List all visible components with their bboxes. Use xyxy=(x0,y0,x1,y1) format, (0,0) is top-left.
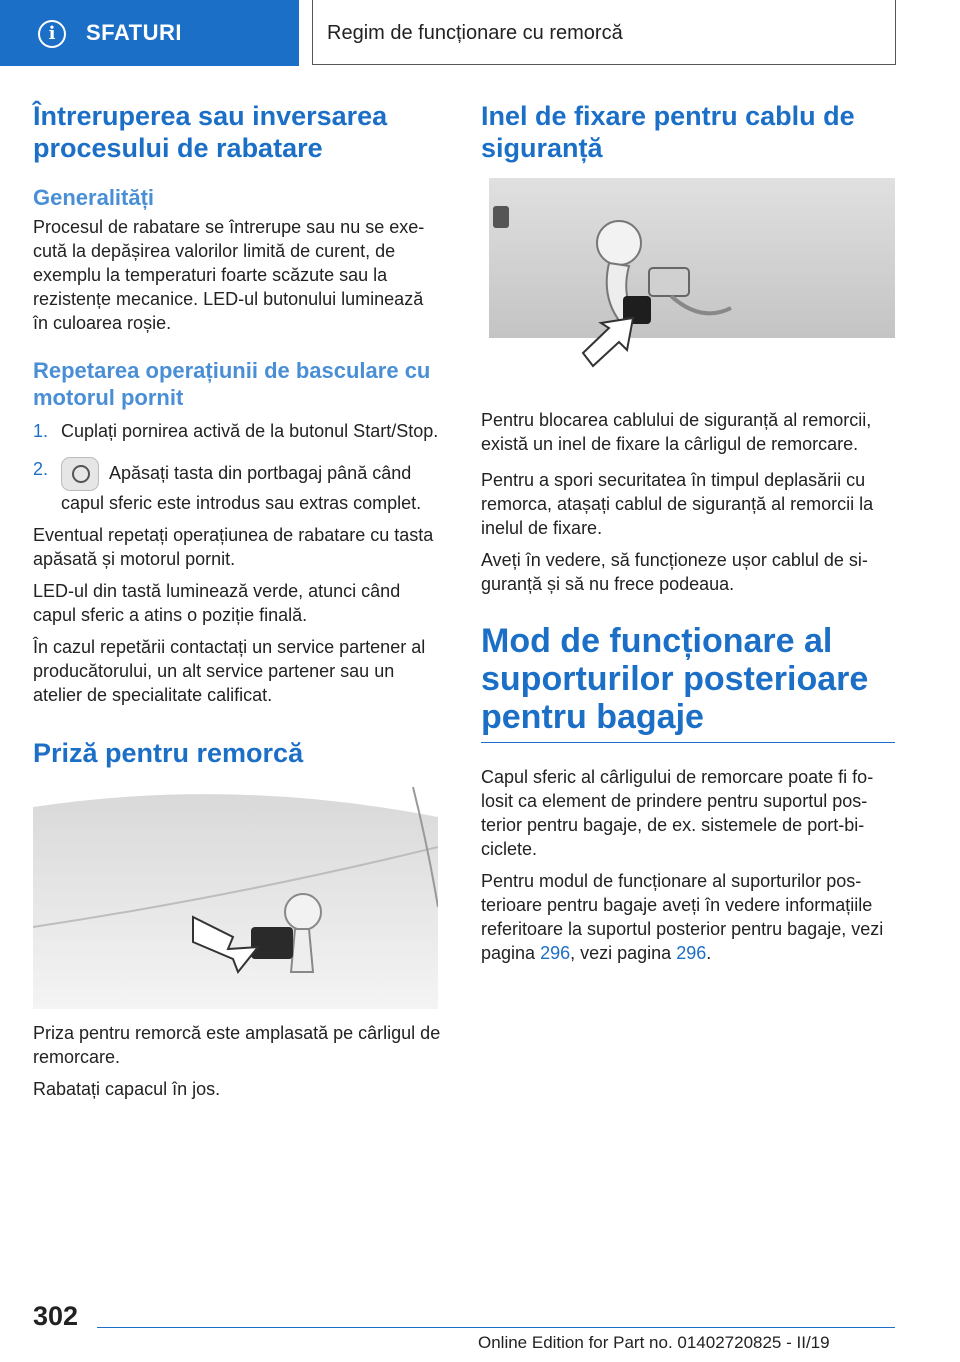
paragraph-service: În cazul repetării contactați un service partener al producătorului, un alt service partener sau un atelier de specialitate calificat. xyxy=(33,637,426,705)
section-heading-carrier-wrap xyxy=(481,622,895,743)
carrier-info-text-b: , vezi pagina xyxy=(570,943,677,963)
step-1-text: Cuplați pornirea activă de la butonul Start/Stop. xyxy=(61,421,439,441)
paragraph-led: LED-ul din tastă luminează verde, atunci când capul sferic a atins o poziție finală. xyxy=(33,581,401,625)
section-title-ring: Inel de fixare pentru cablu de siguranță xyxy=(481,101,855,163)
paragraph-general: Procesul de rabatare se întrerupe sau nu se execută la depășirea valorilor limită de curent, de exemplu la temperaturi foarte scăzute sau la rezistențe mecanice. LED-ul butonului luminează în culoarea roșie. xyxy=(33,217,425,333)
section-title-interrupt: Întreruperea sau inversarea procesului de rabatare xyxy=(33,101,388,163)
step-2-number: 2. xyxy=(33,459,49,479)
paragraph-carrier-info xyxy=(481,869,895,965)
page-link-296-second[interactable]: 296 xyxy=(676,943,707,963)
socket-illustration xyxy=(33,787,438,1009)
step-2 xyxy=(33,457,443,515)
footer-divider xyxy=(97,1327,895,1328)
footer-edition: Online Edition for Part no. 01402720825 - II/19 xyxy=(478,1333,830,1352)
paragraph-repeat: Eventual repetați operațiunea de rabatare cu tasta apăsată și motorul pornit. xyxy=(33,525,434,569)
ring-illustration xyxy=(481,178,895,388)
tailgate-button-icon xyxy=(61,457,99,491)
chapter-title-box xyxy=(312,0,896,65)
step-1-number: 1. xyxy=(33,421,49,441)
section-title-socket: Priză pentru remorcă xyxy=(33,738,304,768)
step-2-text: Apăsați tasta din portbagaj până când capul sferic este introdus sau extras complet. xyxy=(61,462,422,513)
page-number: 302 xyxy=(33,1301,79,1331)
paragraph-ring-purpose: Pentru blocarea cablului de siguranță al remorcii, există un inel de fixare la cârligul de remorcare. xyxy=(481,410,872,454)
section-title-carrier: Mod de funcționare al suporturilor posterioare pentru bagaje xyxy=(481,622,869,736)
left-column xyxy=(33,100,443,1101)
subheading-repeat: Repetarea operațiunii de basculare cu motorul pornit xyxy=(33,358,431,410)
carrier-info-text-c: . xyxy=(706,943,712,963)
right-column xyxy=(481,100,895,965)
header-section-tab xyxy=(0,0,299,66)
subheading-general: Generalități xyxy=(33,185,155,210)
paragraph-ring-note: Aveți în vedere, să funcționeze ușor cablul de siguranță și să nu frece podeaua. xyxy=(481,550,868,594)
page-link-296-first[interactable]: 296 xyxy=(540,943,571,963)
section-tab-label: SFATURI xyxy=(86,20,182,45)
carrier-info-text-a: Pentru modul de funcționare al suporturilor posterioare pentru bagaje aveți în vedere informațiile referitoare la suportul posterior pentru bagaje, vezi pagina xyxy=(481,871,884,963)
chapter-title: Regim de funcționare cu remorcă xyxy=(327,22,623,44)
paragraph-carrier-usage: Capul sferic al cârligului de remorcare poate fi folosit ca element de prindere pentru suportul posterior pentru bagaje, de ex. sistemele de port-biciclete. xyxy=(481,767,874,859)
paragraph-socket-cover: Rabatați capacul în jos. xyxy=(33,1079,221,1099)
info-icon: i xyxy=(38,20,66,48)
step-1 xyxy=(33,419,443,443)
paragraph-socket-location: Priza pentru remorcă este amplasată pe cârligul de remorcare. xyxy=(33,1023,441,1067)
paragraph-ring-safety: Pentru a spori securitatea în timpul deplasării cu remorca, atașați cablul de siguranță al remorcii la inelul de fixare. xyxy=(481,470,874,538)
